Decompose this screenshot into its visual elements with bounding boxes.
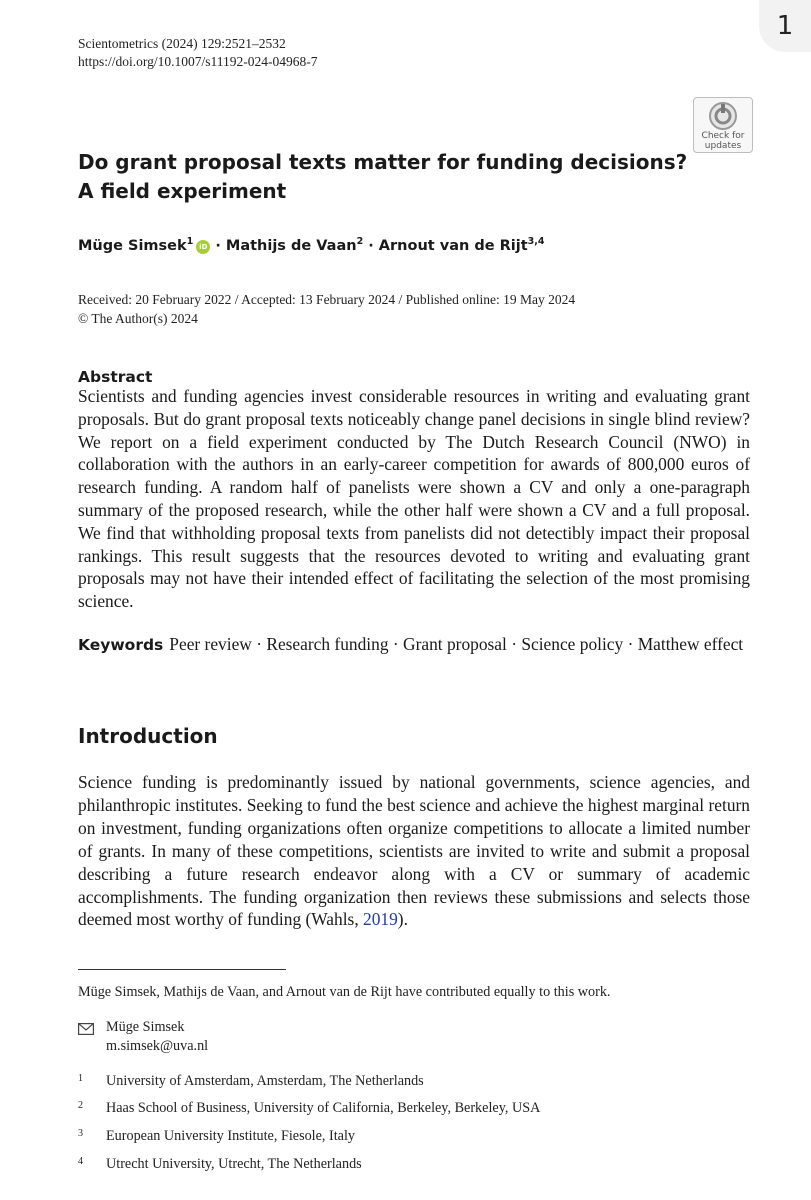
affiliation-text: European University Institute, Fiesole, Italy <box>106 1128 356 1144</box>
author-list <box>78 236 545 254</box>
keywords <box>78 633 750 657</box>
footnote-divider <box>78 969 286 970</box>
abstract-heading: Abstract <box>78 368 153 386</box>
keywords-label: Keywords <box>78 636 164 654</box>
introduction-heading: Introduction <box>78 724 218 748</box>
copyright-line: © The Author(s) 2024 <box>78 311 198 326</box>
check-for-updates-icon <box>708 101 738 131</box>
author-separator: · <box>363 237 379 254</box>
citation-link[interactable]: 2019 <box>363 909 398 930</box>
equal-contribution-note: Müge Simsek, Mathijs de Vaan, and Arnout van de Rijt have contributed equally to this work. <box>78 984 611 1000</box>
correspondence-email[interactable]: m.simsek@uva.nl <box>106 1038 209 1054</box>
author-name[interactable]: Mathijs de Vaan <box>225 237 357 254</box>
doi-link[interactable]: https://doi.org/10.1007/s11192-024-04968-7 <box>78 54 318 69</box>
keywords-text: Peer review · Research funding · Grant proposal · Science policy · Matthew effect <box>169 634 744 654</box>
author-separator: · <box>210 237 226 254</box>
author-name[interactable]: Müge Simsek <box>78 237 187 254</box>
journal-header <box>78 35 318 71</box>
affiliation-number: 3 <box>78 1128 83 1139</box>
orcid-icon[interactable]: iD <box>196 240 210 254</box>
publication-history <box>78 290 575 328</box>
check-for-updates-badge[interactable] <box>693 97 753 153</box>
citation-line: Scientometrics (2024) 129:2521–2532 <box>78 36 286 51</box>
affiliation-text: Haas School of Business, University of California, Berkeley, Berkeley, USA <box>106 1100 541 1116</box>
author-affiliation-sup: 3,4 <box>527 236 545 247</box>
affiliation-number: 2 <box>78 1100 83 1111</box>
paper-title: Do grant proposal texts matter for funding decisions? A field experiment <box>78 150 688 203</box>
dates-line: Received: 20 February 2022 / Accepted: 13 February 2024 / Published online: 19 May 2024 <box>78 292 576 307</box>
correspondence <box>106 1018 208 1056</box>
check-for-updates-line1: Check for <box>701 131 745 141</box>
affiliation-number: 1 <box>78 1073 83 1084</box>
abstract-text: Scientists and funding agencies invest considerable resources in writing and evaluating grant proposals. But do grant proposal texts noticeably change panel decisions in single blind review? We report on a field experiment conducted by The Dutch Research Council (NWO) in collaboration with the authors in an early-career competition for awards of 800,000 euros of research funding. A random half of panelists were shown a CV and only a one-paragraph summary of the proposed research, while the other half were shown a CV and a full proposal. We find that withholding proposal texts from panelists did not detectibly impact their proposal rankings. This result suggests that the resources devoted to writing and evaluating grant proposals may not have their intended effect of facilitating the selection of the most promising science. <box>78 386 750 612</box>
affiliation-text: Utrecht University, Utrecht, The Netherlands <box>106 1156 362 1172</box>
author-affiliation-sup: 1 <box>186 236 194 247</box>
introduction-text <box>78 771 750 931</box>
page-number: 1 <box>759 0 811 52</box>
affiliation-number: 4 <box>78 1156 83 1167</box>
envelope-icon <box>78 1022 94 1040</box>
introduction-body: Science funding is predominantly issued by national governments, science agencies, and philanthropic institutes. Seeking to fund the best science and achieve the highest marginal return on investment, funding organizations often organize competitions to allocate a limited number of grants. In many of these competitions, scientists are invited to write and submit a proposal describing a future research endeavor along with a CV or summary of academic accomplishments. The funding organization then reviews these submissions and selects those deemed most worthy of funding (Wahls, <box>78 772 750 930</box>
affiliation-text: University of Amsterdam, Amsterdam, The Netherlands <box>106 1073 424 1089</box>
introduction-end: ). <box>397 909 408 930</box>
correspondence-name: Müge Simsek <box>106 1019 185 1035</box>
author-affiliation-sup: 2 <box>356 236 364 247</box>
author-name[interactable]: Arnout van de Rijt <box>378 237 528 254</box>
check-for-updates-line2: updates <box>704 141 742 151</box>
